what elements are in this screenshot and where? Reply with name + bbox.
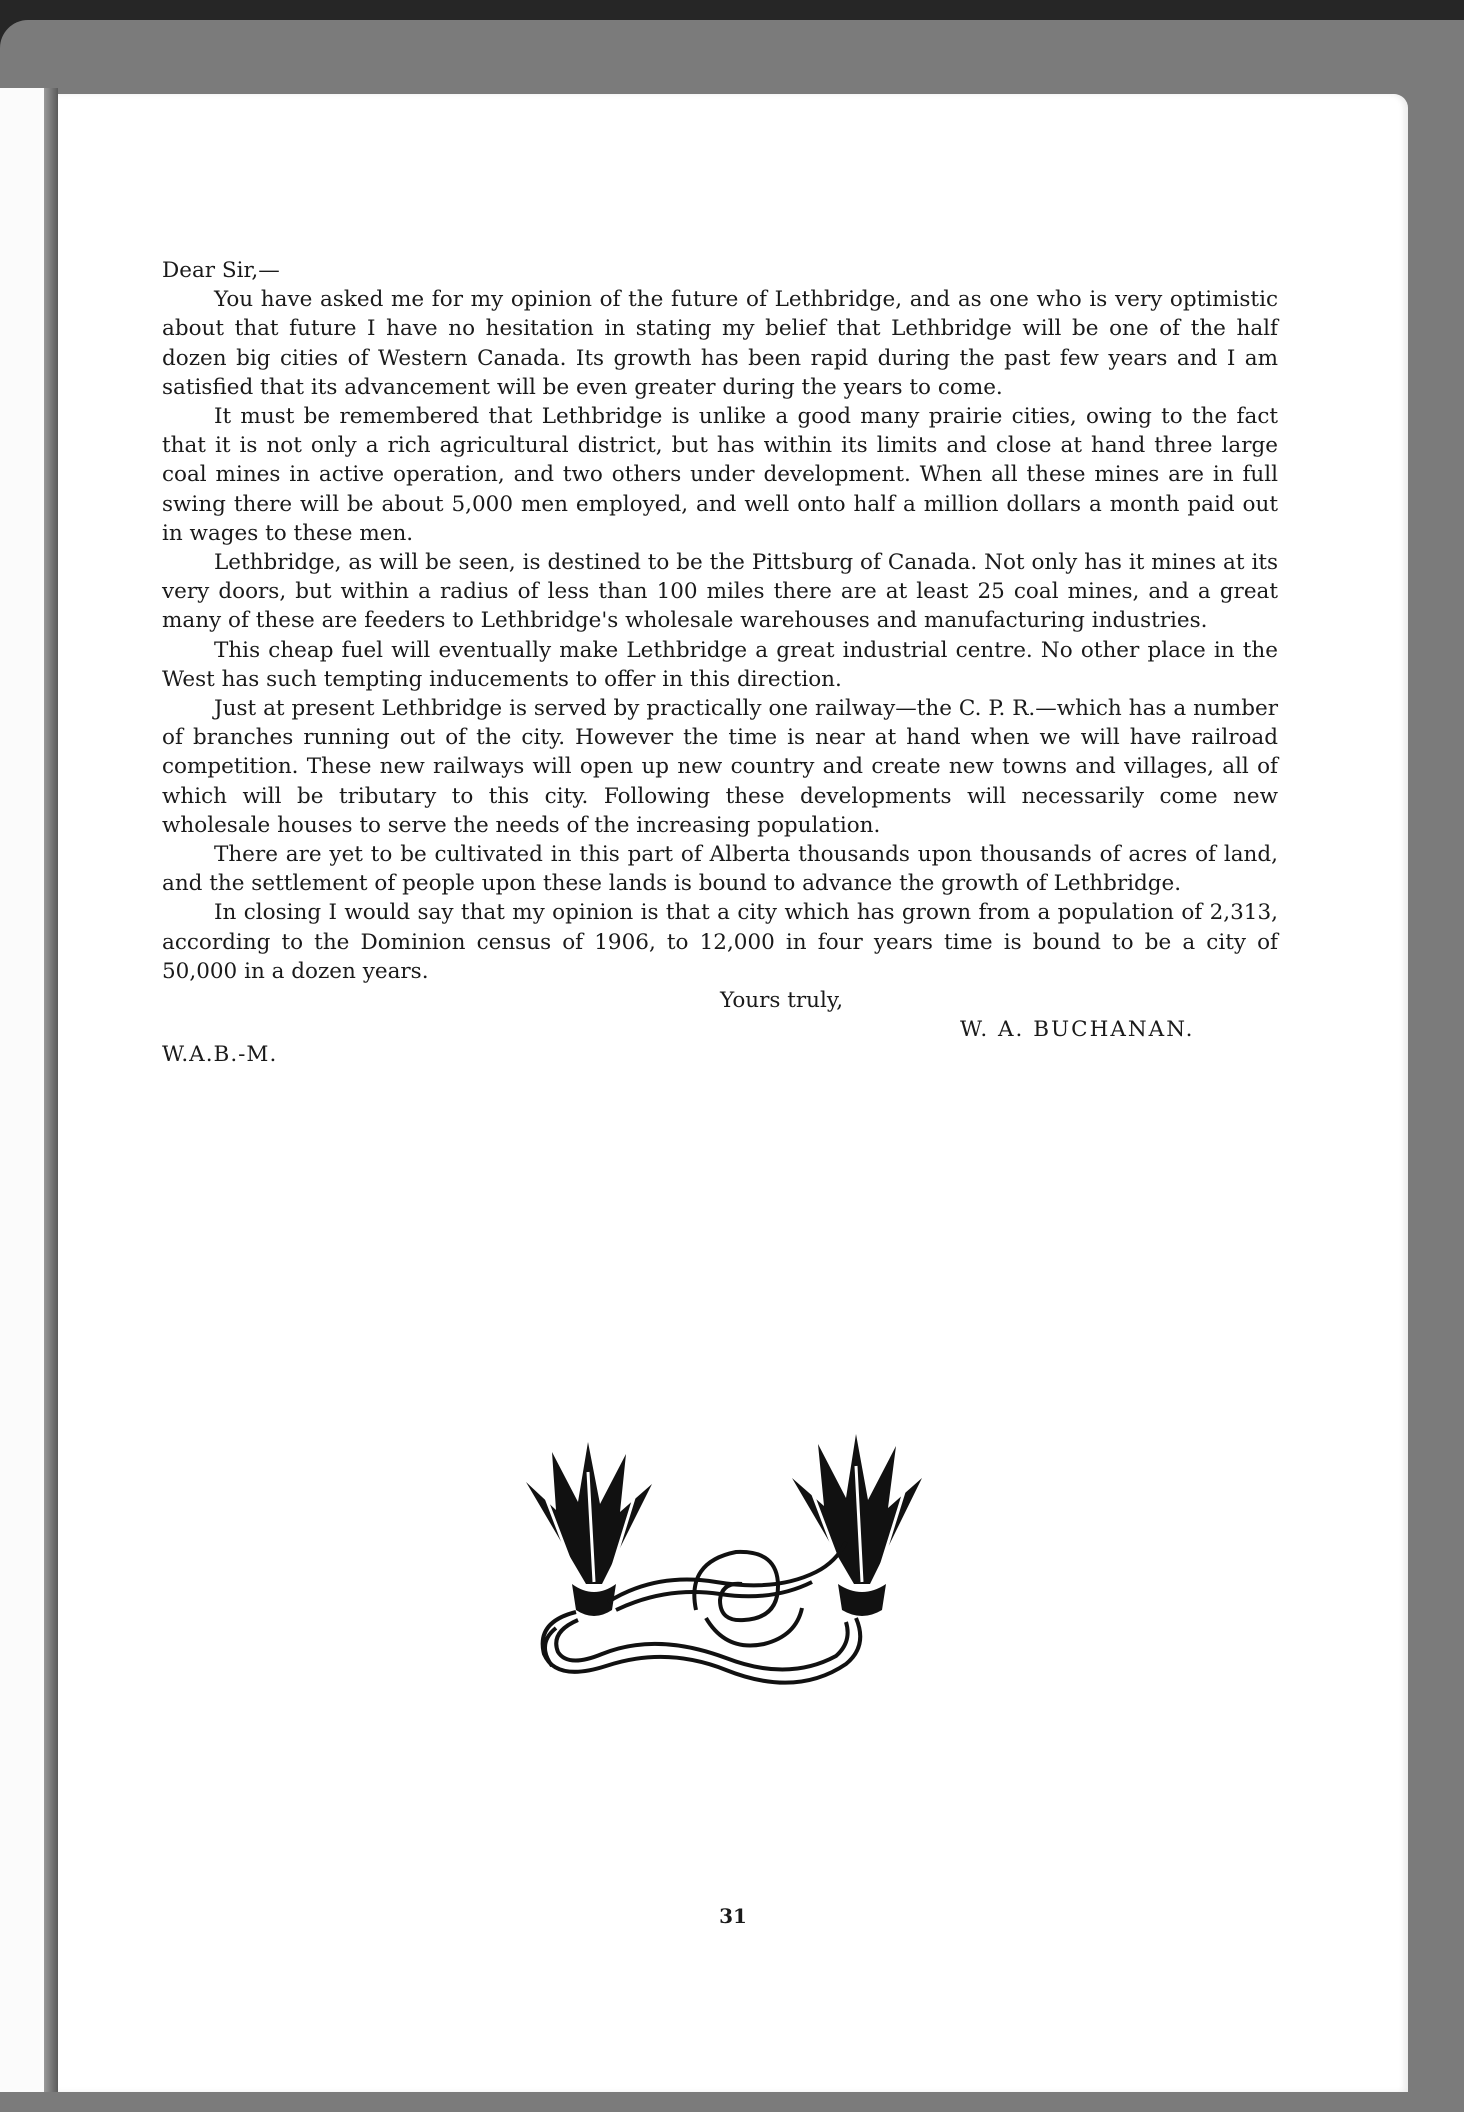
closing: Yours truly, [720,988,844,1014]
initials: W.A.B.-M. [162,1042,278,1068]
paragraph: You have asked me for my opinion of the future of Lethbridge, and as one who is very optimistic about that future I have no hesitation in stating my belief that Lethbridge will be one of the half dozen big cities of Western Canada. Its growth has been rapid during the past few years and I am satisfied that its advancement will be even greater during the years to come. [162,287,1278,400]
page [58,94,1408,2092]
paragraph: It must be remembered that Lethbridge is unlike a good many prairie cities, owing to the fact that it is not only a rich agricultural district, but has within its limits and close at hand three large coal mines in active operation, and two others under development. When all these mines are in full swing there will be about 5,000 men employed, and well onto half a million dollars a month paid out in wages to these men. [162,404,1278,546]
gutter-shadow [44,88,58,2092]
paragraph: This cheap fuel will eventually make Lethbridge a great industrial centre. No other place in the West has such tempting inducements to offer in this direction. [162,637,1278,692]
paragraph: Just at present Lethbridge is served by practically one railway—the C. P. R.—which has a number of branches running out of the city. However the time is near at hand when we will have railroad competition. These new railways will open up new country and create new towns and villages, all of which will be tributary to this city. Following these developments will necessarily come new wholesale houses to serve the needs of the increasing population. [162,696,1278,838]
letter-body [162,256,1278,1070]
page-number: 31 [719,1904,747,1928]
paragraph: There are yet to be cultivated in this part of Alberta thousands upon thousands of acres of land, and the settlement of people upon these lands is bound to advance the growth of Lethbridge. [162,842,1278,897]
salutation: Dear Sir,— [162,258,280,283]
lotus-right-icon [792,1434,922,1616]
paragraph: Lethbridge, as will be seen, is destined to be the Pittsburg of Canada. Not only has it mines at its very doors, but within a radius of less than 100 miles there are at least 25 coal mines, and a great many of these are feeders to Lethbridge's wholesale warehouses and manufacturing industries. [162,550,1278,634]
signature: W. A. BUCHANAN. [960,1017,1195,1043]
paragraph: In closing I would say that my opinion is that a city which has grown from a population of 2,313, according to the Dominion census of 1906, to 12,000 in four years time is bound to be a city of 50,000 in a dozen years. [162,900,1278,984]
lotus-scroll-ornament-icon [516,1432,956,1704]
